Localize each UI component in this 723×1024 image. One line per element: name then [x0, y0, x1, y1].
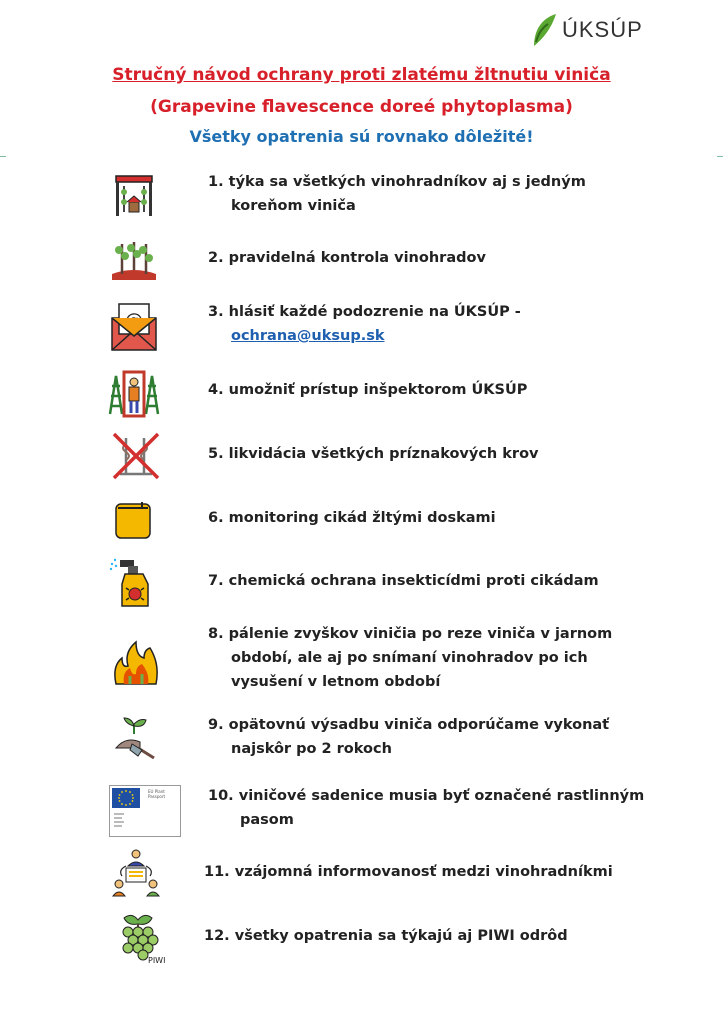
list-item-9 — [208, 713, 609, 761]
list-item-6 — [208, 506, 496, 530]
item-text: viničové sadenice musia byť označené rastlinným — [238, 788, 645, 804]
communication-icon — [112, 848, 160, 902]
item-text: týka sa všetkých vinohradníkov aj s jedným — [228, 174, 586, 190]
item-number: 10. — [208, 788, 234, 804]
logo-text: ÚKSÚP — [562, 17, 643, 42]
list-item-11 — [204, 860, 613, 884]
list-item-8 — [208, 622, 612, 694]
list-item-5 — [208, 442, 539, 466]
grapes-icon — [114, 910, 164, 970]
email-envelope-icon — [110, 300, 158, 356]
item-text-line3: vysušení v letnom období — [231, 674, 441, 690]
list-item-10 — [208, 784, 644, 832]
item-number: 5. — [208, 446, 224, 462]
item-text-line2: pasom — [240, 812, 294, 828]
item-text-line2: najskôr po 2 rokoch — [231, 741, 392, 757]
item-number: 1. — [208, 174, 224, 190]
planting-shovel-icon — [112, 714, 160, 768]
item-number: 9. — [208, 717, 224, 733]
spray-bottle-icon — [108, 556, 156, 614]
fire-icon — [112, 638, 160, 692]
item-text: všetky opatrenia sa týkajú aj PIWI odrôd — [234, 928, 568, 944]
list-item-3 — [208, 300, 521, 348]
item-text-line2: období, ale aj po snímaní vinohradov po ich — [231, 650, 588, 666]
list-item-4 — [208, 378, 527, 402]
item-text: pravidelná kontrola vinohradov — [228, 250, 486, 266]
item-number: 4. — [208, 382, 224, 398]
item-text-line2: koreňom viniča — [231, 198, 356, 214]
yellow-trap-icon — [114, 500, 154, 546]
page-title: Stručný návod ochrany proti zlatému žltnutiu viniča — [112, 65, 611, 85]
page-subtitle: Všetky opatrenia sú rovnako dôležité! — [189, 127, 534, 146]
item-number: 3. — [208, 304, 224, 320]
item-number: 12. — [204, 928, 230, 944]
list-item-7 — [208, 569, 599, 593]
item-text: monitoring cikád žltými doskami — [228, 510, 496, 526]
item-number: 11. — [204, 864, 230, 880]
crossed-vine-icon — [110, 430, 162, 486]
item-text: likvidácia všetkých príznakových krov — [228, 446, 539, 462]
item-number: 8. — [208, 626, 224, 642]
leaf-logo-icon — [530, 12, 558, 48]
edge-mark-right — [717, 156, 723, 157]
list-item-12 — [204, 924, 568, 948]
item-text: hlásiť každé podozrenie na ÚKSÚP - — [228, 304, 521, 320]
item-number: 7. — [208, 573, 224, 589]
vineyard-gate-icon — [110, 172, 158, 224]
uksup-logo — [530, 12, 643, 48]
item-text: umožniť prístup inšpektorom ÚKSÚP — [228, 382, 528, 398]
item-number: 6. — [208, 510, 224, 526]
page-title-latin: (Grapevine flavescence doreé phytoplasma) — [150, 97, 573, 117]
edge-mark-left — [0, 156, 6, 157]
item-text: pálenie zvyškov viničia po reze viniča v jarnom — [228, 626, 613, 642]
plant-passport-icon — [109, 785, 181, 837]
passport-label: EU Plant Passport — [148, 789, 166, 799]
list-item-2 — [208, 246, 486, 270]
piwi-label: PIWI — [148, 956, 166, 965]
list-item-1 — [208, 170, 586, 218]
item-text: chemická ochrana insekticídmi proti cikádam — [228, 573, 599, 589]
vine-rows-icon — [110, 236, 158, 288]
item-text: opätovnú výsadbu viniča odporúčame vykonať — [228, 717, 610, 733]
item-number: 2. — [208, 250, 224, 266]
email-link[interactable]: ochrana@uksup.sk — [231, 328, 385, 344]
item-text: vzájomná informovanosť medzi vinohradníkmi — [234, 864, 613, 880]
inspector-icon — [108, 370, 160, 422]
